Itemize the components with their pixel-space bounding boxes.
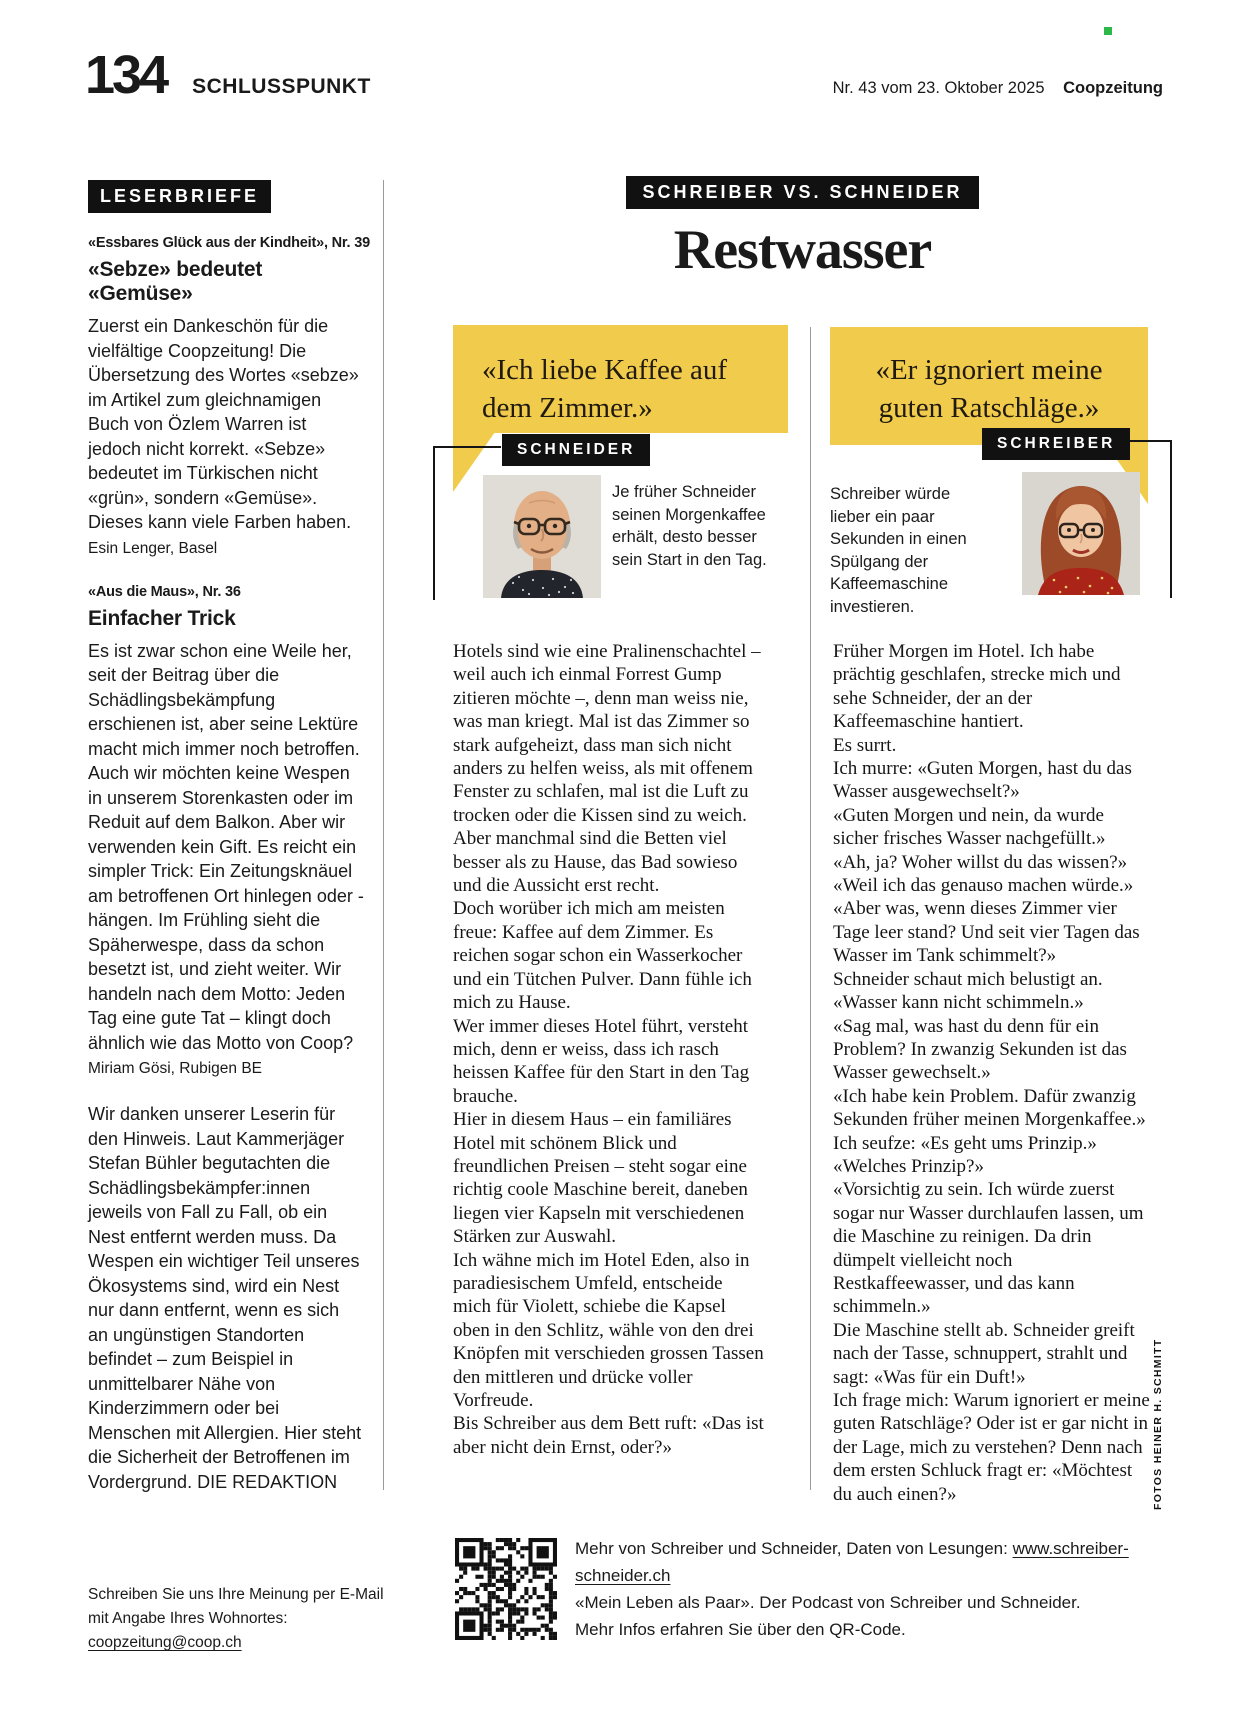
page-header <box>85 45 1163 105</box>
paragraph: Ich murre: «Guten Morgen, hast du das Wasser ausgewechselt?» <box>833 758 1132 803</box>
paragraph: Ich seufze: «Es geht ums Prinzip.» <box>833 1132 1097 1154</box>
letters-contact-note <box>88 1583 388 1655</box>
paragraph: «Weil ich das genauso machen würde.» <box>833 875 1134 897</box>
podcast-line1-text: Mehr von Schreiber und Schneider, Daten von Lesungen: <box>575 1539 1013 1558</box>
letter-reference: «Aus die Maus», Nr. 36 <box>88 583 241 600</box>
schneider-caption: Je früher Schneider seinen Morgenkaffee erhält, desto besser sein Start in den Tag. <box>612 483 767 569</box>
paragraph: Wer immer dieses Hotel führt, versteht mich, denn er weiss, dass ich rasch heissen Kaffee für den Start in den Tag brauche. <box>453 1015 750 1107</box>
podcast-line1 <box>575 1535 1185 1589</box>
column-divider-left <box>383 180 384 1490</box>
contact-line: Schreiben Sie uns Ihre Meinung per E-Mail <box>88 1586 384 1603</box>
podcast-line3: Mehr Infos erfahren Sie über den QR-Code. <box>575 1620 906 1639</box>
article-footer <box>455 1535 1185 1643</box>
letter-body: Zuerst ein Dankeschön für die vielfältige Coopzeitung! Die Übersetzung des Wortes «sebze» im Artikel zum gleichnamigen Buch von Özlem Warren ist jedoch nicht korrekt. «Sebze» bedeutet im Türkischen nicht «grün», sondern «Gemüse». Dieses kann viele Farben haben. <box>88 316 359 532</box>
section-title: SCHLUSSPUNKT <box>192 75 371 98</box>
website-link[interactable]: www.schreiber-schneider.ch <box>575 1539 1129 1585</box>
letter-reference: «Essbares Glück aus der Kindheit», Nr. 39 <box>88 235 370 251</box>
paragraph: «Sag mal, was hast du denn für ein Problem? In zwanzig Sekunden ist das Wasser gewechselt.» <box>833 1015 1127 1084</box>
paragraph: «Aber was, wenn dieses Zimmer vier Tage leer stand? Und seit vier Tagen das Wasser im Tank schimmelt?» <box>833 898 1140 967</box>
article-kicker: SCHREIBER VS. SCHNEIDER <box>626 176 978 209</box>
schreiber-portrait <box>1022 472 1140 595</box>
qr-code <box>455 1538 557 1640</box>
schneider-portrait <box>483 475 601 598</box>
letter-author: Miriam Gösi, Rubigen BE <box>88 1060 263 1077</box>
paragraph: Früher Morgen im Hotel. Ich habe prächtig geschlafen, strecke mich und sehe Schneider, der an der Kaffeemaschine hantiert. <box>833 641 1121 733</box>
paragraph: «Welches Prinzip?» <box>833 1155 984 1177</box>
schneider-name-badge: SCHNEIDER <box>502 434 650 466</box>
page-number: 134 <box>85 45 167 105</box>
paragraph: Es surrt. <box>833 734 897 756</box>
paragraph: «Vorsichtig zu sein. Ich würde zuerst sogar nur Wasser durchlaufen lassen, um die Maschine zu reinigen. Da drin dümpelt vielleicht noch Restkaffeewasser, und das kann schimmeln.» <box>833 1179 1144 1318</box>
paragraph: «Ich habe kein Problem. Dafür zwanzig Sekunden früher meinen Morgenkaffee.» <box>833 1085 1146 1131</box>
column-divider-middle <box>810 327 811 1490</box>
contact-line: mit Angabe Ihres Wohnortes: <box>88 1610 288 1627</box>
paragraph: Doch worüber ich mich am meisten freue: Kaffee auf dem Zimmer. Es reichen sogar schon ein Wasserkocher und ein Tütchen Pulver. Dann fühle ich mich zu Hause. <box>453 898 752 1014</box>
paragraph: «Ah, ja? Woher willst du das wissen?» <box>833 851 1128 873</box>
article-title: Restwasser <box>673 219 932 281</box>
issue-date: Nr. 43 vom 23. Oktober 2025 <box>832 79 1045 97</box>
letter-title: «Sebze» bedeutet «Gemüse» <box>88 258 263 305</box>
schreiber-quote-box: «Er ignoriert meine guten Ratschläge.» <box>830 327 1148 445</box>
podcast-line2: «Mein Leben als Paar». Der Podcast von Schreiber und Schneider. <box>575 1593 1081 1612</box>
letter-body: Es ist zwar schon eine Weile her, seit der Beitrag über die Schädlingsbekämpfung erschienen ist, aber seine Lektüre macht mich immer noch betroffen. Auch wir möchten keine Wespen in unserem Storenkasten oder im Reduit auf dem Balkon. Aber wir verwenden kein Gift. Es reicht ein simpler Trick: Ein Zeitungsknäuel am betroffenen Ort hinlegen oder -hängen. Im Frühling sieht die Späherwespe, dass da schon besetzt ist, und zieht weiter. Wir handeln nach dem Motto: Jeden Tag eine gute Tat – klingt doch ähnlich wie das Motto von Coop? <box>88 640 364 1053</box>
paragraph: «Guten Morgen und nein, da wurde sicher frisches Wasser nachgefüllt.» <box>833 804 1106 850</box>
podcast-info <box>575 1535 1185 1643</box>
photo-credit: FOTOS HEINER H. SCHMITT <box>1152 1338 1164 1510</box>
brand-name: Coopzeitung <box>1063 79 1163 97</box>
paragraph: Aber manchmal sind die Betten viel besser als zu Hause, das Bad sowieso und die Aussicht erst recht. <box>453 828 738 897</box>
article-header <box>455 176 1150 280</box>
schneider-quote-box: «Ich liebe Kaffee auf dem Zimmer.» <box>453 325 788 433</box>
letters-label: LESERBRIEFE <box>88 180 271 213</box>
letter-author: Esin Lenger, Basel <box>88 539 218 557</box>
schreiber-caption: Schreiber würde lieber ein paar Sekunden in einen Spülgang der Kaffeemaschine investieren. <box>830 485 967 616</box>
paragraph: Schneider schaut mich belustigt an. <box>833 968 1103 990</box>
letter-title: Einfacher Trick <box>88 606 236 630</box>
paragraph: Hotels sind wie eine Pralinenschachtel – weil auch ich einmal Forrest Gump zitieren möchte –, denn man weiss nie, was man kriegt. Mal ist das Zimmer so stark aufgeheizt, dass man sich nicht anders zu helfen weiss, als mit offenem Fenster zu schlafen, mal ist die Luft zu trocken oder die Kissen sind zu weich. <box>453 641 761 826</box>
editor-signature: DIE REDAKTION <box>197 1471 338 1492</box>
paragraph: Ich wähne mich im Hotel Eden, also in paradiesischem Umfeld, entscheide mich für Violett, schiebe die Kapsel oben in den Schlitz, wähle von den drei Knöpfen mit verschieden grossen Tassen den mittleren und drücke voller Vorfreude. <box>453 1249 764 1411</box>
schreiber-name-badge: SCHREIBER <box>982 428 1130 460</box>
paragraph: Bis Schreiber aus dem Bett ruft: «Das ist aber nicht dein Ernst, oder?» <box>453 1413 764 1458</box>
article-column-schneider <box>453 640 765 1459</box>
issue-info <box>833 79 1163 98</box>
paragraph: Hier in diesem Haus – ein familiäres Hotel mit schönem Blick und freundlichen Preisen – steht sogar eine richtig coole Maschine bereit, daneben liegen vier Kapseln mit verschiedenen Stärken zur Auswahl. <box>453 1109 748 1248</box>
paragraph: Die Maschine stellt ab. Schneider greift nach der Tasse, schnuppert, strahlt und sagt: «Was für ein Duft!» <box>833 1319 1135 1388</box>
letters-column <box>88 180 370 1494</box>
contact-email-link[interactable]: coopzeitung@coop.ch <box>88 1634 242 1651</box>
paragraph: «Wasser kann nicht schimmeln.» <box>833 992 1084 1014</box>
editor-reply <box>88 1102 364 1494</box>
green-marker <box>1104 27 1112 35</box>
editor-reply-text: Wir danken unserer Leserin für den Hinweis. Laut Kammerjäger Stefan Bühler begutachten die Schädlingsbekämpfer:innen jeweils von Fall zu Fall, ob ein Nest entfernt werden muss. Da Wespen ein wichtiger Teil unseres Ökosystems sind, wird ein Nest nur dann entfernt, wenn es sich an ungünstigen Standorten befindet – zum Beispiel in unmittelbarer Nähe von Kinderzimmern oder bei Menschen mit Allergien. Hier steht die Sicherheit der Betroffenen im Vordergrund. <box>88 1104 362 1492</box>
paragraph: Ich frage mich: Warum ignoriert er meine guten Ratschläge? Oder ist er gar nicht in der Lage, mich zu verstehen? Denn nach dem ersten Schluck fragt er: «Möchtest du auch einen?» <box>833 1390 1150 1505</box>
article-column-schreiber <box>833 640 1150 1506</box>
